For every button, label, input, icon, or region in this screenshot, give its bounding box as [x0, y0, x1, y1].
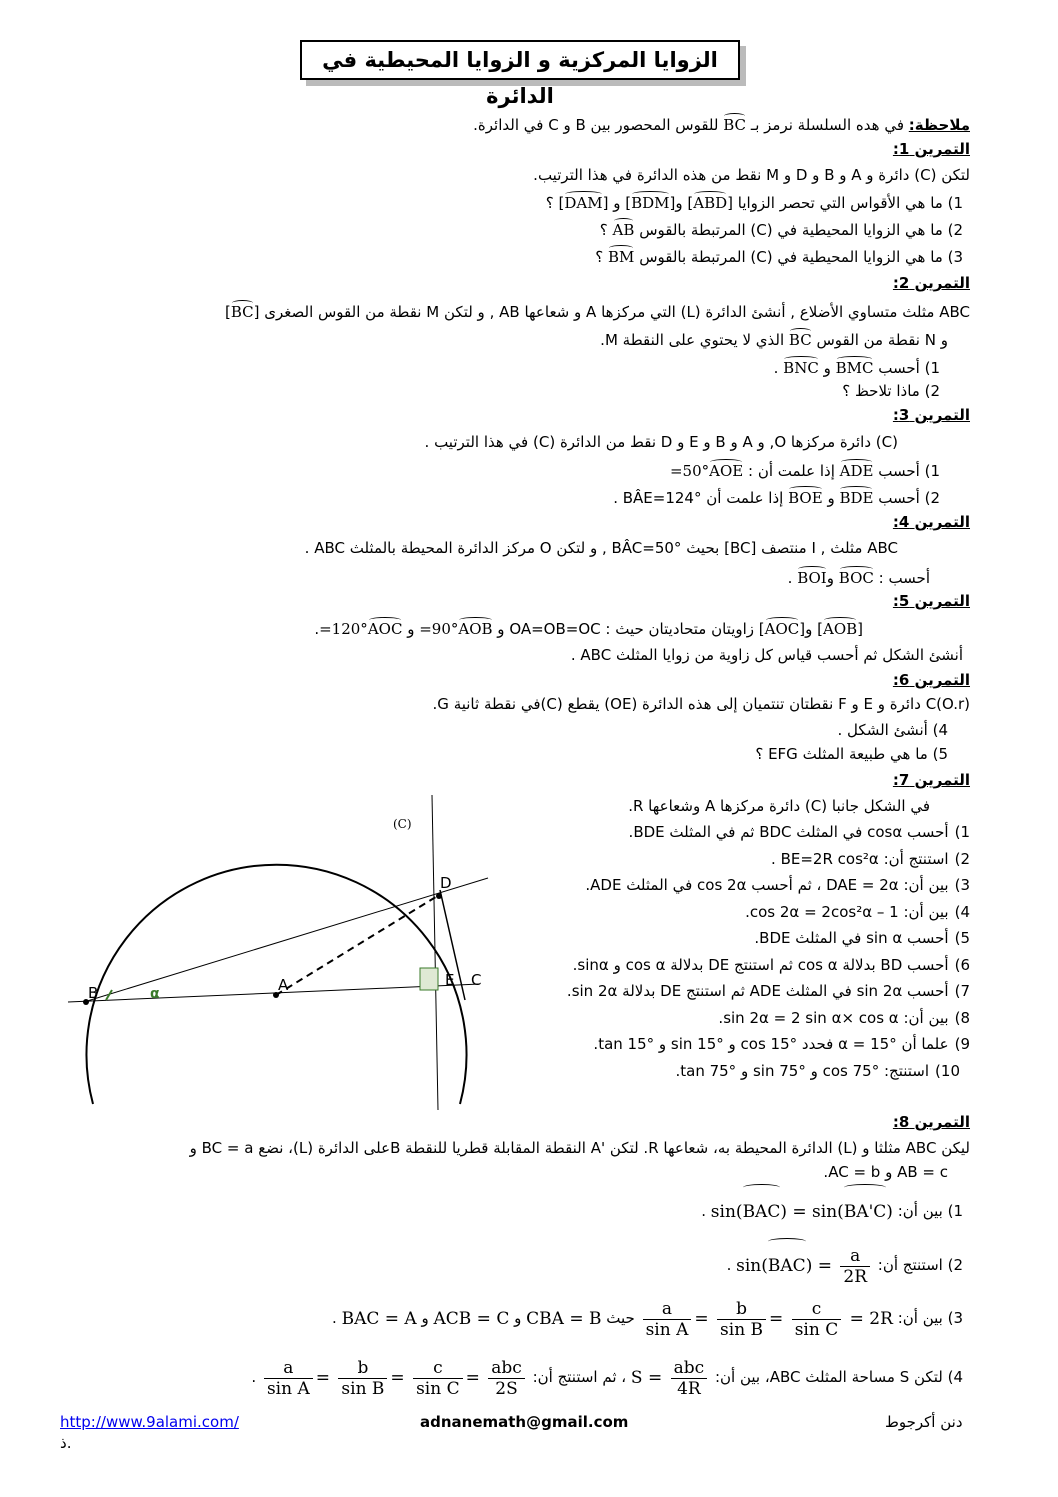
ex8-q3-text: بين أن:: [897, 1309, 943, 1327]
footer-author: دنن أكرجوط: [885, 1413, 963, 1431]
ex2-line1: ABC مثلث متساوي الأضلاع , أنشئ الدائرة (L) التي مركزها A و شعاعها AB , و لتكن M نقطة من القوس الصغرى [BC]: [225, 300, 970, 322]
ex8-q2-text: استنتج أن:: [877, 1256, 943, 1274]
ex7-item-text: أحسب BD بدلالة cos α ثم استنتج DE بدلالة cos α و sinα.: [572, 955, 949, 974]
ex1-q2-arc: AB: [613, 218, 635, 240]
ex6-heading: التمرين 6:: [892, 671, 970, 689]
ex7-item: [718, 1008, 970, 1028]
ex8-q4-f1: [264, 1358, 313, 1399]
ex8-q1-sin2: sin: [812, 1201, 838, 1222]
footer-url[interactable]: http://www.9alami.com/: [60, 1413, 239, 1431]
ex6-q4-num: 4): [932, 721, 948, 739]
ex7-heading: التمرين 7:: [892, 771, 970, 789]
ex1-q2: [600, 218, 963, 240]
ex1-q1-ang1: ABD: [693, 191, 727, 213]
ex8-q2-frac: [840, 1246, 870, 1287]
ex2-q1-text: أحسب: [878, 359, 920, 377]
ex3-q2-and: و: [827, 489, 835, 507]
ex3-q2-ang1: BDE: [839, 486, 873, 508]
ex7-item-text: بين أن: sin 2α = 2 sin α× cos α.: [718, 1008, 949, 1027]
ex4-q-ang2: BOI: [797, 566, 827, 588]
ex6-q4: [838, 720, 948, 740]
ex8-q3: 3) بين أن: $\frac{a}{\text{sin A}}$ = $\frac{b}{\text{sin B}}$ = $\frac{c}{\text{sin C}}$ = 2R حيث CBA = B و ACB = C و BAC = A .: [332, 1293, 963, 1344]
ex4-q-ang1: BOC: [839, 566, 874, 588]
ex3-q1-text: أحسب: [878, 462, 920, 480]
ex1-heading: التمرين 1:: [892, 140, 970, 158]
ex3-heading: التمرين 3:: [892, 406, 970, 424]
ex2-q1-arc1: BMC: [836, 356, 874, 378]
ex7-item-text: أحسب cosα في المثلث BDC ثم في المثلث BDE.: [628, 823, 949, 841]
ex7-intro: في الشكل جانبا (C) دائرة مركزها A وشعاعها R.: [628, 797, 930, 815]
ex7-item: [771, 849, 970, 869]
ex8-line2: AB = c و AC = b.: [823, 1163, 948, 1181]
ex7-item: [593, 1034, 970, 1054]
ex2-line2-a: و N نقطة من القوس: [816, 331, 948, 349]
ex8-q3-frac-a-top: a: [643, 1299, 692, 1320]
ex2-q2-text: ماذا تلاحظ ؟: [842, 382, 920, 400]
ex5-val2: =120°: [319, 620, 368, 638]
ex7-item-text: أحسب sin α في المثلث BDE.: [754, 929, 949, 947]
ex6-q4-text: أنشئ الشكل .: [837, 721, 928, 739]
ex8-q3-frac-c-bot: sin C: [794, 1319, 839, 1340]
ex8-q4-num: 4): [947, 1368, 963, 1386]
ex8-q3-frac-b-top: b: [717, 1299, 766, 1320]
ex2-line1-text: ABC مثلث متساوي الأضلاع , أنشئ الدائرة (L) التي مركزها A و شعاعها AB , و لتكن M نقطة من القوس الصغرى: [264, 303, 970, 321]
note-arc: BC: [723, 113, 746, 135]
note-text-a: في هده السلسلة نرمز بـ: [750, 116, 905, 134]
ex7-item-num: 2): [954, 849, 970, 868]
ex5-ang2-a: AOC: [765, 617, 800, 639]
ex3-q2-text: أحسب: [878, 489, 920, 507]
ex2-q1-num: 1): [924, 359, 940, 377]
ex2-line2-arc: BC: [789, 328, 812, 350]
ex3-intro: (C) دائرة مركزها O, و A و B و E و D نقط من الدائرة (C) في هذا الترتيب .: [424, 433, 898, 451]
ex1-q1-ang3: DAM: [564, 191, 602, 213]
ex7-item-text: استنتج أن: BE=2R cos²α .: [771, 849, 949, 868]
ex8-q2-eqsign: =: [817, 1255, 832, 1276]
ex7-item-num: 3): [954, 876, 970, 894]
ex8-q1: 1) بين أن: sin(BAC) = sin(BA'C) .: [701, 1186, 963, 1237]
ex3-q1-b: إذا علمت أن :: [748, 462, 835, 480]
ex8-q4-f3-bot: sin C: [416, 1378, 460, 1399]
ex8-q4-f4-bot: 2S: [495, 1378, 518, 1399]
ex4-intro: ABC مثلث , I منتصف [BC] بحيث BÂC=50° , و لتكن O مركز الدائرة المحيطة بالمثلث ABC .: [304, 539, 898, 557]
note-label: ملاحظة:: [908, 116, 970, 134]
ex4-q-text: أحسب :: [878, 569, 930, 587]
ex7-item-text: بين أن: cos 2α = 2cos²α – 1.: [745, 902, 949, 921]
ex8-q3-eq: $\frac{a}{\text{sin A}}$ = $\frac{b}{\text{sin B}}$ = $\frac{c}{\text{sin C}}$ = 2R: [640, 1294, 893, 1344]
ex8-q2-eq: sin(BAC) = $\frac{a}{2R}$: [736, 1241, 873, 1291]
ex8-q1-eq: sin(BAC) = sin(BA'C): [711, 1187, 893, 1237]
ex1-q2-text: ما هي الزوايا المحيطية في (C) المرتبطة بالقوس: [639, 221, 943, 239]
ex2-q1-and: و: [823, 359, 831, 377]
ex2-q2: [842, 381, 940, 401]
footer-email: adnanemath@gmail.com: [420, 1413, 629, 1431]
ex1-q1-ang2: BDM: [631, 191, 669, 213]
ex1-q1: 1) ما هي الأقواس التي تحصر الزوايا [ABD] و[BDM] و [DAM] ؟: [546, 191, 963, 213]
ex6-intro: C(O.r) دائرة و E و F نقطتان تنتميان إلى هذه الدائرة (OE) يقطع (C)في نقطة ثانية G.: [432, 695, 970, 713]
ex8-q3-def-acb: ACB = C: [433, 1308, 510, 1329]
ex7-figure: [60, 790, 500, 1120]
label-circle: (C): [393, 817, 412, 831]
ex8-q4-f2-bot: sin B: [341, 1378, 385, 1399]
ex5-ang2-b: AOC: [368, 617, 403, 639]
ex8-q1-num: 1): [947, 1202, 963, 1220]
line-ad: [276, 895, 439, 995]
ex3-q1-val: =50°: [669, 462, 710, 480]
ex8-q3-haith: حيث: [606, 1309, 635, 1327]
note-text-b: للقوس المحصور بين B و C في الدائرة.: [473, 116, 719, 134]
note-line: [473, 113, 970, 135]
ex7-item-text: استنتج: cos 75° و sin 75° و tan 75°.: [675, 1061, 930, 1080]
right-angle-marker: [420, 968, 438, 990]
ex8-q4-f3: [413, 1358, 463, 1399]
ex1-q1-num: 1): [947, 194, 963, 212]
ex2-line1-arc: BC: [231, 300, 254, 322]
ex8-q1-text: بين أن:: [897, 1202, 943, 1220]
ex8-q2-sin: sin: [736, 1255, 762, 1276]
ex8-q4-eq2: $\frac{a}{\text{sin A}}$ = $\frac{b}{\text{sin B}}$ = $\frac{c}{\text{sin C}}$ = $\frac{\text{abc}}{2S}$: [261, 1353, 528, 1403]
ex5-heading: التمرين 5:: [892, 592, 970, 610]
ex1-q3: [595, 245, 963, 267]
ex8-q3-def-bac: BAC = A: [341, 1308, 417, 1329]
ex2-q1: 1) أحسب BMC و BNC .: [774, 356, 940, 378]
ex8-q3-def-cba: CBA = B: [526, 1308, 602, 1329]
ex7-item-num: 4): [954, 902, 970, 921]
ex2-q2-num: 2): [924, 382, 940, 400]
ex8-q4-eq1: [631, 1353, 710, 1403]
ex1-q1-and: و: [613, 194, 621, 212]
ex3-q1-num: 1): [924, 462, 940, 480]
ex1-q2-num: 2): [947, 221, 963, 239]
ex8-q3-frac-b: [717, 1299, 766, 1340]
ex7-item-text: أحسب sin 2α في المثلث ADE ثم استنتج DE بدلالة sin 2α.: [566, 982, 949, 1000]
ex4-q: أحسب : BOC وBOI .: [788, 566, 930, 588]
ex5-line1-a: زاويتان متحاديتان حيث : OA=OB=OC و: [497, 620, 755, 638]
ex8-q1-ang1: BAC: [743, 1187, 781, 1237]
ex8-q3-frac-a: [643, 1299, 692, 1340]
label-alpha: α: [150, 986, 160, 1002]
ex1-intro: لتكن (C) دائرة و A و B و D و M نقط من هذه الدائرة في هذا الترتيب.: [533, 166, 970, 184]
ex8-heading: التمرين 8:: [892, 1113, 970, 1131]
ex8-q3-frac-a-bot: sin A: [645, 1319, 689, 1340]
ex8-q3-num: 3): [947, 1309, 963, 1327]
ex5-val1: =90°: [419, 620, 459, 638]
ex7-item: [754, 928, 970, 948]
ex5-ang1-b: AOB: [458, 617, 492, 639]
ex7-item-num: 1): [954, 823, 970, 841]
ex7-item-text: علما أن α = 15° فحدد cos 15° و sin 15° و tan 15°.: [593, 1035, 949, 1053]
ex7-item: [567, 981, 970, 1001]
ex8-q2-ang: BAC: [768, 1241, 806, 1291]
ex2-line2: [600, 328, 948, 350]
ex2-line2-b: الذي لا يحتوي على النقطة M.: [600, 331, 785, 349]
ex3-q2-ang2: BOE: [788, 486, 823, 508]
ex7-item-num: 7): [954, 982, 970, 1000]
label-d: D: [440, 874, 452, 892]
ex8-line1: ليكن ABC مثلثا و (L) الدائرة المحيطة به، شعاعها R. لتكن 'A النقطة المقابلة قطريا للنقطة Bعلى الدائرة (L)، نضع BC = a و: [189, 1139, 970, 1157]
ex8-q1-eqsign: =: [792, 1201, 807, 1222]
ex8-q3-frac-c: [792, 1299, 842, 1340]
ex8-q3-frac-c-top: c: [792, 1299, 842, 1320]
ex8-q4-frac-bot: 4R: [677, 1378, 701, 1399]
ex7-item-num: 5): [954, 929, 970, 947]
ex8-q2: 2) استنتج أن: sin(BAC) = $\frac{a}{2R}$ .: [727, 1240, 963, 1291]
ex3-q2-val: BÂE=124°: [622, 489, 702, 507]
ex7-item-num: 8): [954, 1008, 970, 1027]
ex8-q4-f4: [488, 1358, 525, 1399]
ex6-q5-text: ما هي طبيعة المثلث EFG ؟: [755, 745, 928, 763]
ex8-q4-frac: [671, 1358, 708, 1399]
ex5-line2: أنشئ الشكل ثم أحسب قياس كل زاوية من زوايا المثلث ABC .: [570, 646, 963, 664]
ex3-q2-num: 2): [924, 489, 940, 507]
ex8-q2-frac-top: a: [840, 1246, 870, 1267]
ex1-q3-text: ما هي الزوايا المحيطية في (C) المرتبطة بالقوس: [639, 248, 943, 266]
ex5-line1: [AOB] و[AOC] زاويتان متحاديتان حيث : OA=OB=OC و AOB=90° و AOC=120°.: [314, 617, 863, 639]
ex7-item: [629, 822, 970, 842]
label-c: C: [471, 971, 482, 989]
ex4-q-and: و: [826, 569, 834, 587]
ex8-q4: 4) لتكن S مساحة المثلث ABC، بين أن: S = $\frac{\text{abc}}{4R}$ ، ثم استنتج أن: $\frac{a}{\text{sin A}}$ = $\frac{b}{\text{sin B}}$ = $\frac{c}{\text{sin C}}$ = $\frac{\text{abc}}{2S}$ .: [251, 1352, 963, 1403]
ex8-q4-b: ، ثم استنتج أن:: [532, 1368, 627, 1386]
ex8-q4-f1-top: a: [264, 1358, 313, 1379]
ex7-item-num: 10): [935, 1061, 960, 1080]
ex8-q3-and1: و: [514, 1309, 522, 1327]
ex7-item: [573, 955, 970, 975]
ex8-q4-f2-top: b: [338, 1358, 387, 1379]
label-e: E: [445, 971, 455, 989]
ex1-q1-end: ؟: [545, 194, 554, 212]
label-a: A: [278, 976, 289, 994]
ex7-item: [745, 902, 970, 922]
ex3-q2: 2) أحسب BDE و BOE إذا علمت أن BÂE=124° .: [613, 486, 940, 508]
ex1-q3-end: ؟: [595, 248, 604, 266]
ex8-q4-s: S =: [630, 1367, 663, 1388]
ex3-q2-b: إذا علمت أن: [706, 489, 784, 507]
ex1-q2-end: ؟: [599, 221, 608, 239]
ex8-q2-num: 2): [947, 1256, 963, 1274]
ex7-item-text: بين أن: DAE = 2α ، ثم أحسب cos 2α في المثلث ADE.: [585, 876, 949, 894]
ex1-q3-num: 3): [947, 248, 963, 266]
page-title: الزوايا المركزية و الزوايا المحيطية في الدائرة: [300, 40, 740, 80]
ex8-q4-text: لتكن S مساحة المثلث ABC، بين أن:: [714, 1368, 943, 1386]
ex3-q1: [670, 459, 940, 481]
ex7-item: [675, 1061, 960, 1081]
ex7-item: [585, 875, 970, 895]
label-b: B: [88, 984, 99, 1002]
ex3-q1-given: AOE: [709, 459, 743, 481]
ex7-item-num: 9): [954, 1035, 970, 1053]
ex7-item-num: 6): [954, 955, 970, 974]
ex3-q1-ang: ADE: [840, 459, 874, 481]
ex8-q1-ang2: BA'C: [844, 1187, 886, 1237]
ex6-q5: [755, 744, 948, 764]
ex8-q4-f4-top: abc: [488, 1358, 525, 1379]
footer-author-prefix: ذ.: [60, 1434, 72, 1452]
ex8-q3-and2: و: [421, 1309, 429, 1327]
ex8-q1-sin1: sin: [710, 1201, 736, 1222]
ex8-q2-frac-bot: 2R: [843, 1266, 868, 1287]
ex8-q3-frac-b-bot: sin B: [720, 1319, 764, 1340]
ex8-q4-f3-top: c: [413, 1358, 463, 1379]
ex4-heading: التمرين 4:: [892, 513, 970, 531]
point-d: [436, 893, 442, 899]
ex8-q4-f2: [338, 1358, 387, 1399]
circle-c: [86, 865, 466, 1104]
ex2-q1-arc2: BNC: [783, 356, 819, 378]
ex2-heading: التمرين 2:: [892, 274, 970, 292]
title-banner: [300, 40, 748, 108]
ex8-q4-f1-bot: sin A: [266, 1378, 310, 1399]
ex8-q4-frac-top: abc: [671, 1358, 708, 1379]
ex8-q3-rhs: = 2R: [849, 1308, 893, 1329]
ex1-q1-text: ما هي الأقواس التي تحصر الزوايا: [737, 194, 943, 212]
ex6-q5-num: 5): [932, 745, 948, 763]
ex1-q3-arc: BM: [608, 245, 634, 267]
ex5-ang1-a: AOB: [823, 617, 857, 639]
